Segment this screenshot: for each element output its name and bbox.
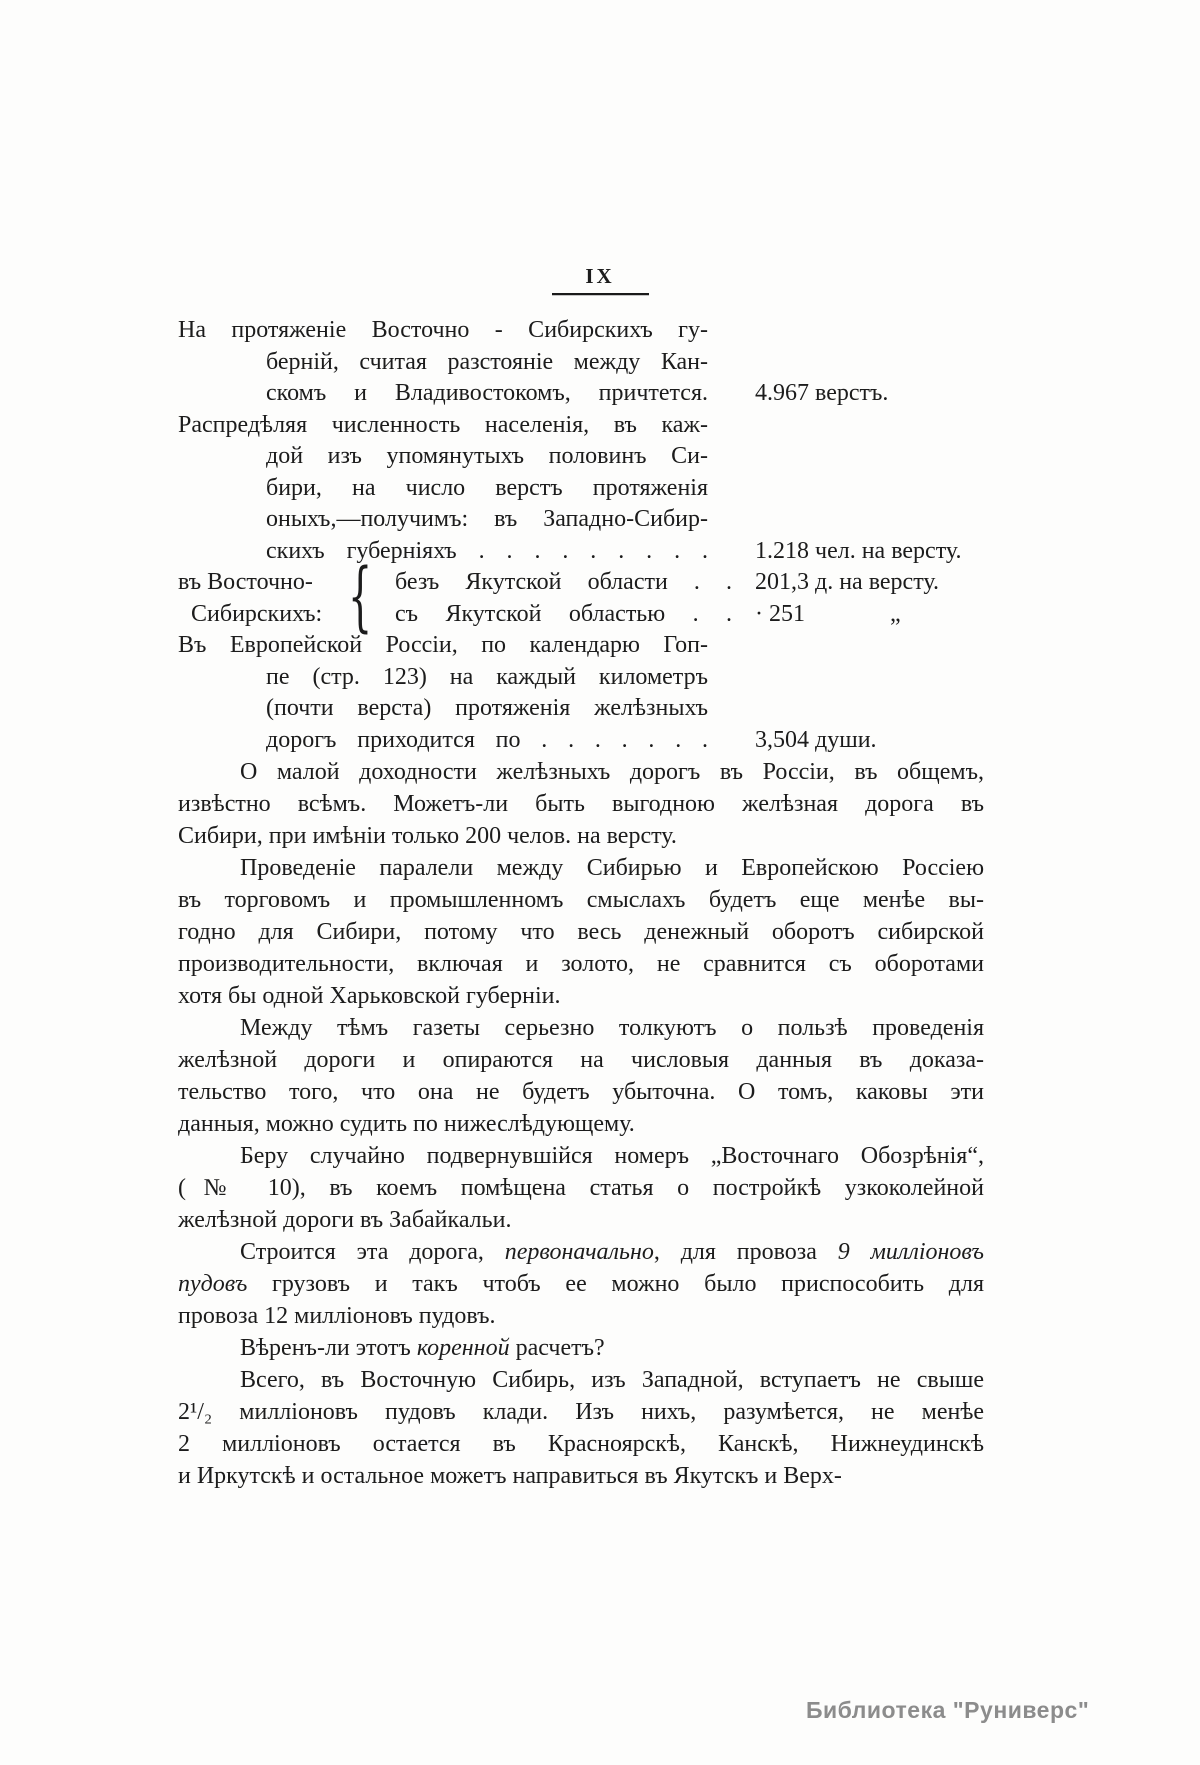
ditto-mark: „ <box>890 600 901 627</box>
text-segment: расчетъ? <box>509 1335 605 1361</box>
brace-row <box>178 567 984 599</box>
text-line <box>178 1108 984 1140</box>
text-line <box>178 1428 984 1460</box>
text-line <box>178 1172 984 1204</box>
table-value: 201,3 д. на версту. <box>755 569 939 595</box>
text-line <box>178 756 984 788</box>
table-entry <box>178 410 984 568</box>
text-segment: грузовъ и такъ чтобъ ее можно было приспособить для <box>247 1271 984 1297</box>
table-value: · 251 „ <box>755 599 901 631</box>
text-line <box>178 788 984 820</box>
text-line <box>178 820 984 852</box>
text-segment: желѣзной дороги и опираются на числовыя данныя въ доказа- <box>178 1047 984 1073</box>
text-segment: Всего, въ Восточную Сибирь, изъ Западной, вступаетъ не свыше <box>240 1367 984 1393</box>
text-line <box>178 1044 984 1076</box>
paragraph <box>178 1364 984 1492</box>
text-line <box>178 916 984 948</box>
brace-option: безъ Якутской области . . <box>395 569 732 595</box>
text-segment: въ торговомъ и промышленномъ смыслахъ будетъ еще менѣе вы- <box>178 887 984 913</box>
text-segment: Беру случайно подвернувшійся номеръ „Восточнаго Обозрѣнія“, <box>240 1143 984 1169</box>
page-number-rule <box>552 293 649 295</box>
table-line: Распредѣляя численность населенія, въ каж- <box>178 411 708 438</box>
table-line: скомъ и Владивостокомъ, причтется. <box>266 380 708 406</box>
text-line <box>178 1076 984 1108</box>
text-line <box>178 980 984 1012</box>
text-segment: (№ 10), въ коемъ помѣщена статья о постройкѣ узкоколейной <box>178 1175 984 1201</box>
table-line: оныхъ,—получимъ: въ Западно-Сибир- <box>266 506 708 532</box>
text-segment: производительности, включая и золото, не сравнится съ оборотами <box>178 951 984 977</box>
text-segment: и Иркутскѣ и остальное можетъ направиться въ Якутскъ и Верх- <box>178 1463 842 1489</box>
body-paragraphs <box>178 756 984 1492</box>
brace-label: Сибирскихъ: <box>191 600 323 627</box>
text-line <box>178 852 984 884</box>
brace-label: въ Восточно- <box>178 569 313 595</box>
table-line: дорогъ приходится по . . . . . . . <box>266 726 708 753</box>
paragraph <box>178 1236 984 1332</box>
text-segment: О малой доходности желѣзныхъ дорогъ въ Россіи, въ общемъ, <box>240 759 984 785</box>
table-value: 1.218 чел. на версту. <box>755 537 962 564</box>
text-line <box>178 1396 984 1428</box>
table-line: дой изъ упомянутыхъ половинъ Си- <box>266 443 708 469</box>
text-line <box>178 1300 984 1332</box>
page-number: IX <box>585 264 615 288</box>
library-watermark: Библиотека "Руниверс" <box>806 1697 1090 1723</box>
italic-text: коренной <box>416 1335 510 1361</box>
text-segment: , для провоза <box>653 1239 838 1265</box>
text-line <box>178 1332 984 1364</box>
text-segment: извѣстно всѣмъ. Можетъ-ли быть выгодною желѣзная дорога въ <box>178 791 984 817</box>
paragraph <box>178 852 984 1012</box>
table-entry <box>178 630 984 756</box>
table-line: пе (стр. 123) на каждый километръ <box>266 663 708 690</box>
text-line <box>178 1236 984 1268</box>
paragraph <box>178 1012 984 1140</box>
brace-group <box>178 551 984 640</box>
text-line <box>178 1364 984 1396</box>
table-line: (почти верста) протяженія желѣзныхъ <box>266 695 708 721</box>
text-segment: хотя бы одной Харьковской губерніи. <box>178 983 561 1009</box>
grouping-brace: { <box>348 551 373 640</box>
text-line <box>178 884 984 916</box>
text-line <box>178 1460 984 1492</box>
text-line <box>178 948 984 980</box>
table-value: 4.967 верстъ. <box>755 380 889 406</box>
text-line <box>178 1204 984 1236</box>
italic-text: пудовъ <box>178 1271 248 1297</box>
text-line <box>178 1012 984 1044</box>
text-segment: данныя, можно судить по нижеслѣдующему. <box>178 1111 635 1137</box>
text-segment: Вѣренъ-ли этотъ <box>240 1335 417 1361</box>
statistics-table <box>178 315 984 756</box>
table-entry <box>178 315 984 410</box>
text-segment: Между тѣмъ газеты серьезно толкуютъ о пользѣ проведенія <box>240 1015 984 1041</box>
text-segment: провоза 12 милліоновъ пудовъ. <box>178 1303 496 1329</box>
table-line: На протяженіе Восточно - Сибирскихъ гу- <box>178 317 708 343</box>
text-segment: тельство того, что она не будетъ убыточна. О томъ, каковы эти <box>178 1079 984 1105</box>
text-segment: 2¹/₂ милліоновъ пудовъ клади. Изъ нихъ, разумѣется, не менѣе <box>178 1399 984 1425</box>
table-value: 3,504 души. <box>755 726 877 753</box>
table-line: бири, на число верстъ протяженія <box>266 474 708 501</box>
paragraph <box>178 756 984 852</box>
paragraph <box>178 1140 984 1236</box>
table-line: Въ Европейской Россіи, по календарю Гоп- <box>178 632 708 658</box>
brace-row <box>178 599 984 631</box>
table-line: скихъ губерніяхъ . . . . . . . . . <box>266 537 708 564</box>
italic-text: 9 милліоновъ <box>837 1239 984 1265</box>
brace-option: съ Якутской областью . . <box>395 600 732 627</box>
text-segment: желѣзной дороги въ Забайкальи. <box>178 1207 512 1233</box>
text-segment: Сибири, при имѣніи только 200 челов. на версту. <box>178 823 677 849</box>
text-segment: Проведеніе паралели между Сибирью и Европейскою Россіею <box>240 855 984 881</box>
text-line <box>178 1140 984 1172</box>
paragraph <box>178 1332 984 1364</box>
text-segment: 2 милліоновъ остается въ Красноярскѣ, Канскѣ, Нижнеудинскѣ <box>178 1431 984 1457</box>
table-line: берній, считая разстояніе между Кан- <box>266 348 708 375</box>
text-segment: Строится эта дорога, <box>240 1239 505 1265</box>
text-segment: годно для Сибири, потому что весь денежный оборотъ сибирской <box>178 919 984 945</box>
text-line <box>178 1268 984 1300</box>
italic-text: первоначально <box>504 1239 654 1265</box>
